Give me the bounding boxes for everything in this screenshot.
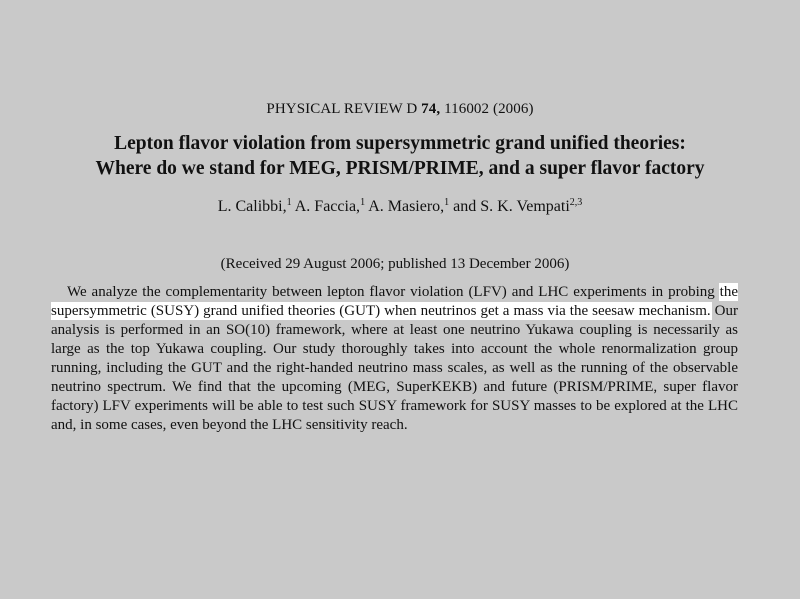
abstract-text: Our analysis is performed in an SO(10) framework, where at least one neutrino Yukawa coupling is necessarily as large as the top Yukawa coupling. Our study thoroughly takes into account the whole renormalization group running, including the GUT and the right-handed neutrino mass scales, as well as the running of the observable neutrino spectrum. We find that the upcoming (MEG, SuperKEKB) and future (PRISM/PRIME, super flavor factory) LFV experiments will be able to test such SUSY framework for SUSY masses to be explored at the LHC and, in some cases, even beyond the LHC sensitivity reach.: [51, 303, 738, 433]
received-date: (Received 29 August 2006; published 13 December 2006): [220, 256, 570, 272]
abstract-text: We analyze the complementarity between lepton flavor violation (LFV) and LHC experiments in probing: [67, 284, 715, 300]
journal-article-year: 116002 (2006): [444, 101, 534, 117]
author-name: and S. K. Vempati: [453, 198, 570, 215]
author-name: A. Masiero,: [368, 198, 445, 215]
journal-name: PHYSICAL REVIEW D: [266, 101, 418, 117]
author-name: A. Faccia,: [294, 198, 361, 215]
title-line-2: Where do we stand for MEG, PRISM/PRIME, and a super flavor factory: [95, 158, 705, 179]
author-affiliation: 2,3: [569, 197, 583, 208]
abstract: [51, 283, 738, 435]
highlighted-text[interactable]: the supersymmetric (SUSY) grand unified theories (GUT) when neutrinos get a mass via the seesaw mechanism.: [51, 284, 738, 319]
author-affiliation: 1: [360, 197, 366, 208]
paper-title: [30, 131, 770, 181]
author-list: [0, 198, 800, 216]
journal-citation: [0, 101, 800, 118]
journal-volume: 74,: [421, 101, 441, 117]
title-line-1: Lepton flavor violation from supersymmetric grand unified theories:: [114, 133, 686, 154]
author-affiliation: 1: [444, 197, 450, 208]
author-affiliation: 1: [286, 197, 292, 208]
author-name: L. Calibbi,: [217, 198, 287, 215]
